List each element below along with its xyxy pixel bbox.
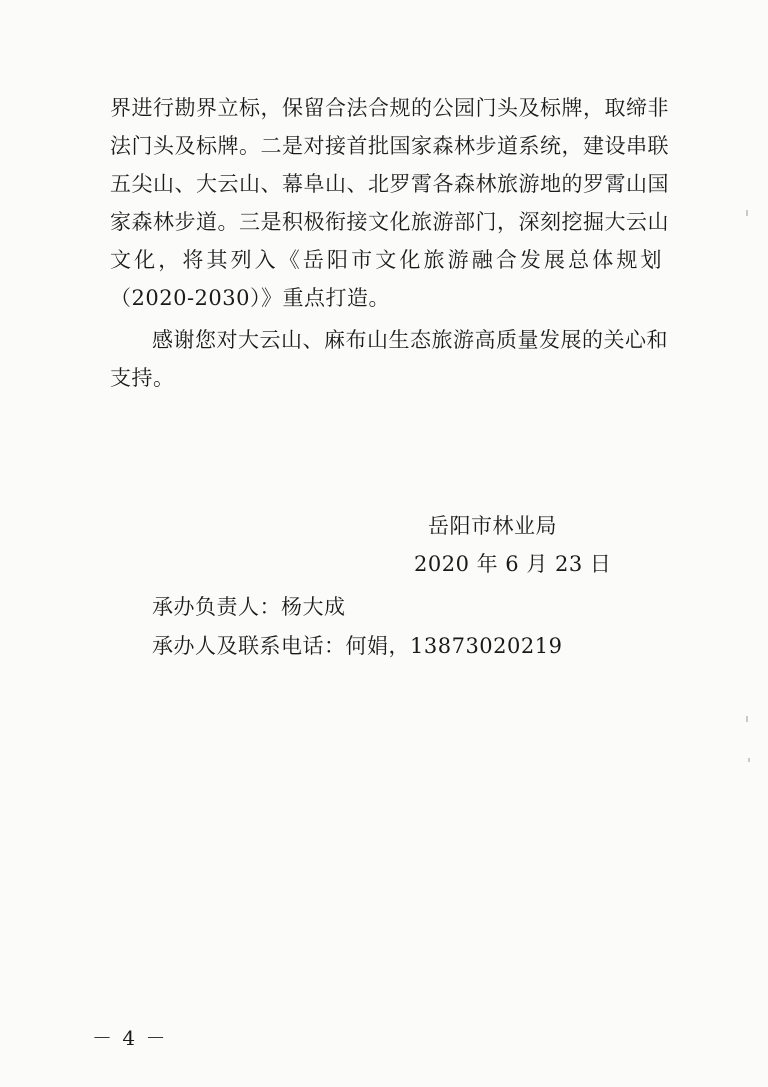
thanks-line-2: 支持。	[110, 366, 175, 390]
body-line-5: 文化，将其列入《岳阳市文化旅游融合发展总体规划	[110, 248, 662, 272]
page-number: － 4 －	[92, 1026, 168, 1050]
thanks-line-1: 感谢您对大云山、麻布山生态旅游高质量发展的关心和	[152, 328, 668, 352]
signature-organization: 岳阳市林业局	[428, 514, 557, 538]
responsible-person: 承办负责人：杨大成	[152, 595, 346, 619]
body-line-2: 法门头及标牌。二是对接首批国家森林步道系统，建设串联	[110, 134, 669, 158]
handler-contact: 承办人及联系电话：何娟，13873020219	[152, 634, 563, 658]
body-line-3: 五尖山、大云山、幕阜山、北罗霄各森林旅游地的罗霄山国	[110, 172, 669, 196]
body-line-1: 界进行勘界立标，保留合法合规的公园门头及标牌，取缔非	[110, 96, 669, 120]
scan-mark	[748, 758, 750, 762]
body-line-6: （2020-2030）》重点打造。	[110, 286, 390, 310]
signature-date: 2020 年 6 月 23 日	[414, 552, 612, 576]
scan-mark	[746, 716, 748, 722]
scan-mark	[746, 210, 748, 216]
body-line-4: 家森林步道。三是积极衔接文化旅游部门，深刻挖掘大云山	[110, 210, 669, 234]
